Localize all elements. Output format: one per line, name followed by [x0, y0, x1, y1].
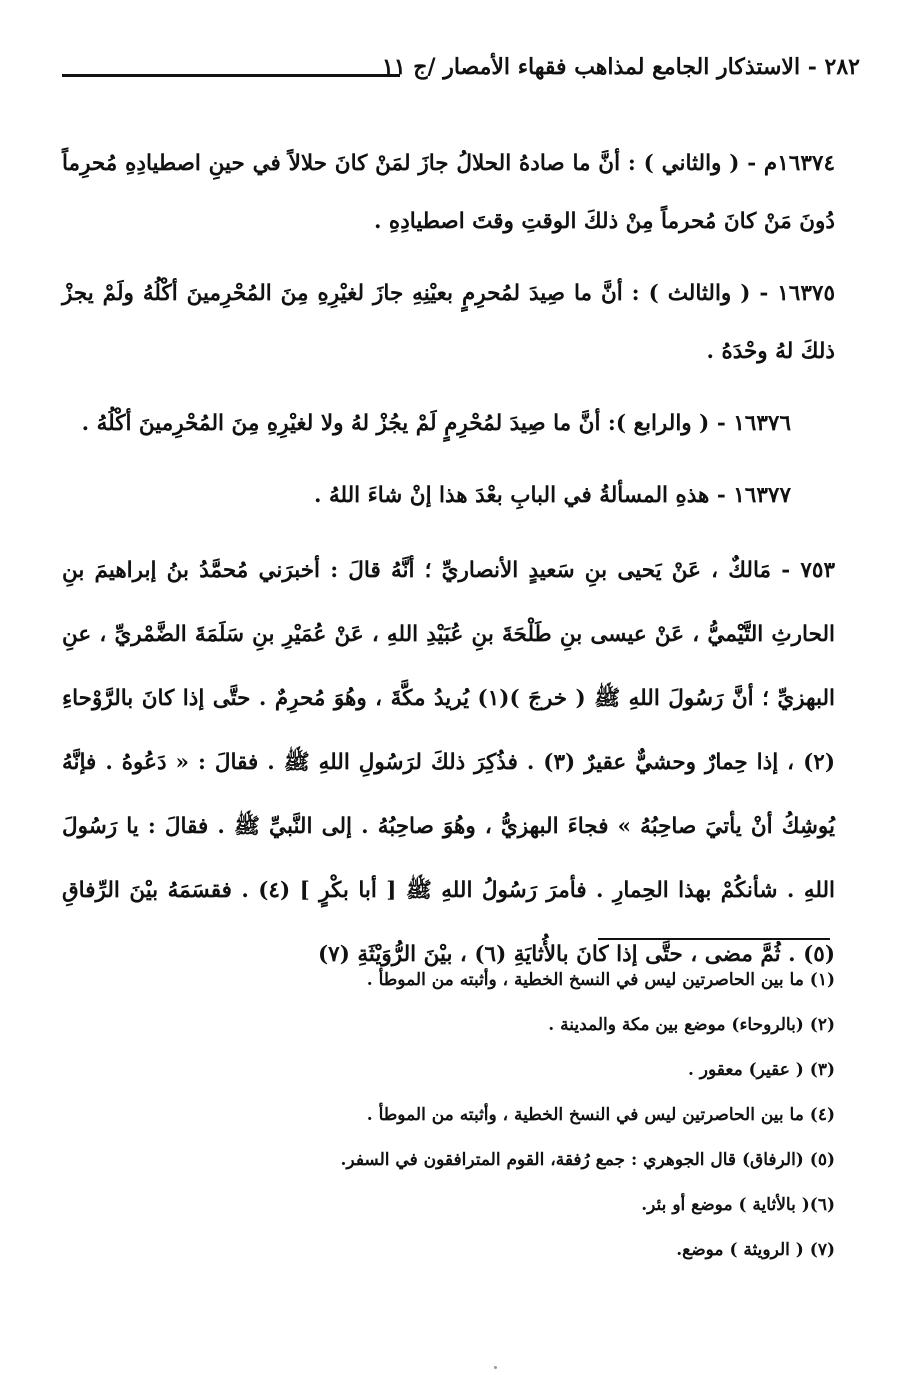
paragraph-16375: ١٦٣٧٥ - ( والثالث ) : أنَّ ما صِيدَ لمُحرِمٍ بعيْنِهِ جازَ لغيْرِهِ مِنَ المُحْرِمينَ أكْلُهُ ولَمْ يجزْ ذلكَ لهُ وحْدَهُ . [62, 281, 835, 364]
footnote-6: (٦)( بالأثاية ) موضع أو بئر. [641, 1195, 835, 1215]
footnote-3: (٣) ( عقير) معقور . [687, 1060, 835, 1080]
page-header-title: ٢٨٢ - الاستذكار الجامع لمذاهب فقهاء الأمصار /ج ١١ [382, 54, 860, 80]
hadith-753: ٧٥٣ - مَالكٌ ، عَنْ يَحيى بنِ سَعيدٍ الأنصاريِّ ؛ أنَّهُ قالَ : أخبرَني مُحمَّدُ بنُ إبراهيمَ بنِ الحارثِ التَّيْميُّ ، عَنْ عيسى بنِ طَلْحَةَ بنِ عُبَيْدِ اللهِ ، عَنْ عُمَيْرِ بنِ سَلَمَةَ الضَّمْريِّ ، عنِ البهزيِّ ؛ أنَّ رَسُولَ اللهِ ﷺ ( خرجَ )(١) يُريدُ مكَّةَ ، وهُوَ مُحرِمٌ . حتَّى إذا كانَ بالرَّوْحاءِ (٢) ، إذا حِمارٌ وحشيٌّ عقيرٌ (٣) . فذُكِرَ ذلكَ لرَسُولِ اللهِ ﷺ . فقالَ : « دَعُوهُ . فإنَّهُ يُوشِكُ أنْ يأتيَ صاحِبُهُ » فجاءَ البهزيُّ ، وهُوَ صاحِبُهُ . إلى النَّبيِّ ﷺ . فقالَ : يا رَسُولَ اللهِ . شأنكُمْ بهذا الحِمارِ . فأمرَ رَسُولُ اللهِ ﷺ [ أبا بكْرٍ ] (٤) . فقسَمَهُ بيْنَ الرِّفاقِ (٥) . ثُمَّ مضى ، حتَّى إذا كانَ بالأُثايَةِ (٦) ، بيْنَ الرُّوَيْثَةِ (٧) [62, 558, 836, 967]
footnote-1: (١) ما بين الحاصرتين ليس في النسخ الخطية ، وأثبته من الموطأ . [366, 970, 835, 990]
running-header [62, 54, 860, 86]
main-text [62, 135, 835, 1001]
paragraph-16376: ١٦٣٧٦ - ( والرابع ): أنَّ ما صِيدَ لمُحْرِمٍ لَمْ يجُزْ لهُ ولا لغيْرِهِ مِنَ المُحْرِمينَ أكْلُهُ . [81, 411, 791, 436]
scan-speck [494, 1366, 497, 1369]
footnote-2: (٢) (بالروحاء) موضع بين مكة والمدينة . [548, 1015, 835, 1035]
footnote-separator [598, 938, 830, 940]
paragraph-16377: ١٦٣٧٧ - هذهِ المسألةُ في البابِ بعْدَ هذا إنْ شاءَ اللهُ . [314, 483, 791, 508]
footnotes [62, 958, 835, 1273]
header-rule [62, 74, 400, 77]
paragraph-16374: ١٦٣٧٤م - ( والثاني ) : أنَّ ما صادهُ الحلالُ جازَ لمَنْ كانَ حلالاً في حينِ اصطيادِهِ مُحرِماً دُونَ مَنْ كانَ مُحرماً مِنْ ذلكَ الوقتِ وقتَ اصطيادِهِ . [62, 151, 835, 234]
footnote-7: (٧) ( الرويثة ) موضع. [676, 1240, 835, 1260]
footnote-5: (٥) (الرفاق) قال الجوهري : جمع رُفقة، القوم المترافقون في السفر. [340, 1150, 835, 1170]
footnote-4: (٤) ما بين الحاصرتين ليس في النسخ الخطية ، وأثبته من الموطأ . [366, 1105, 835, 1125]
